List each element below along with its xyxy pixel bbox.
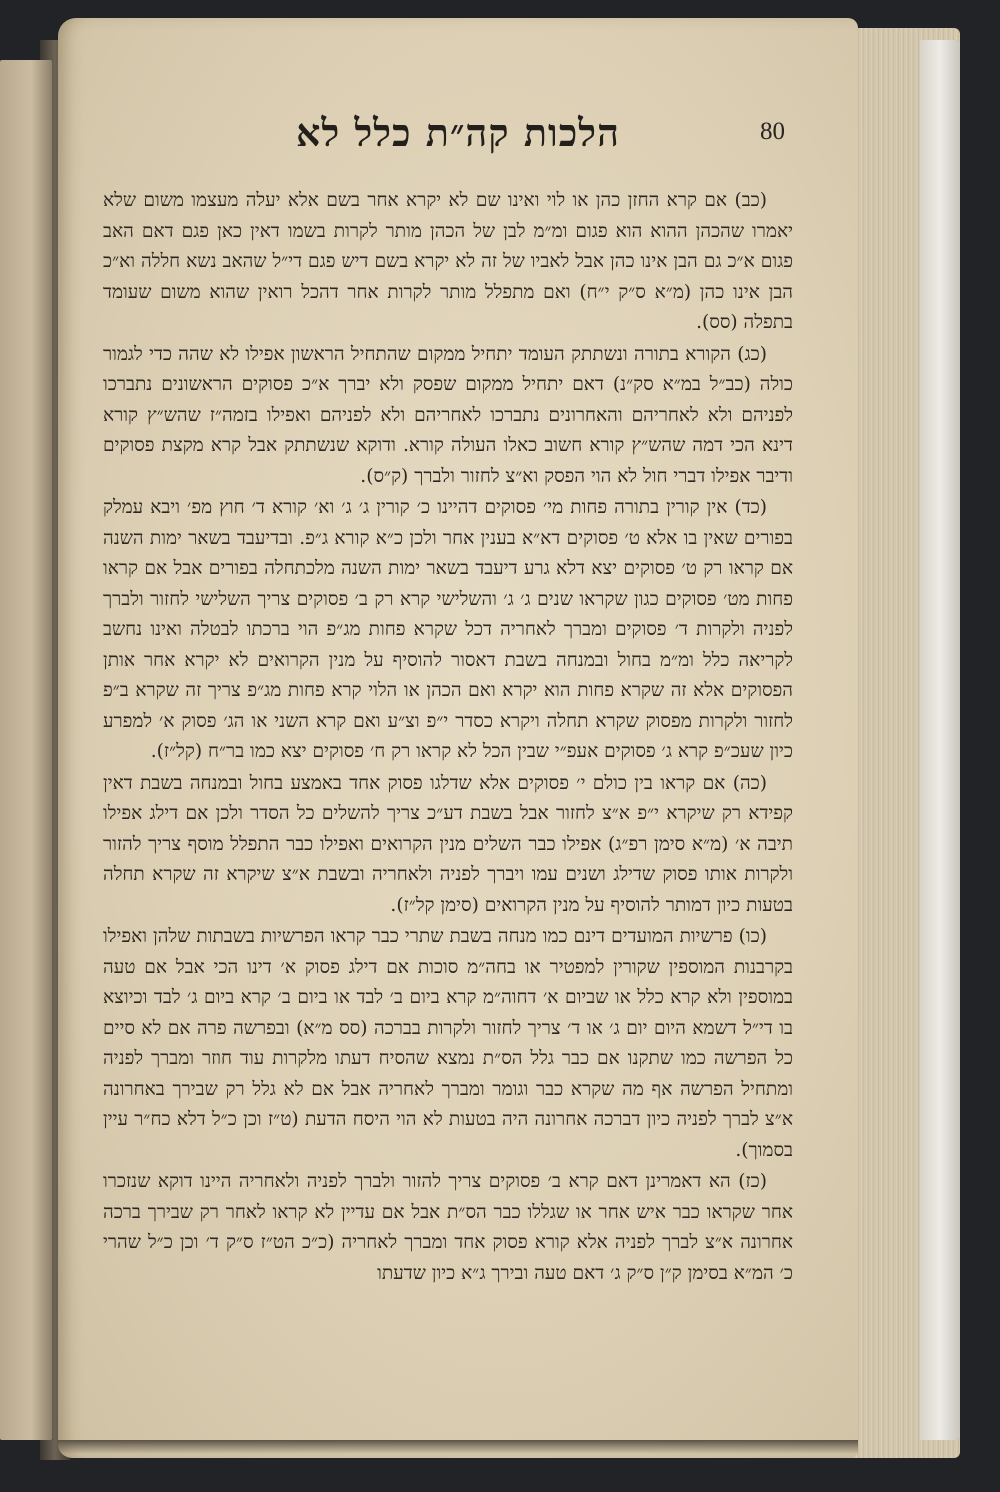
- page-body: [103, 186, 793, 1289]
- paragraph-23: [103, 340, 793, 493]
- paragraph-26: [103, 922, 793, 1166]
- paragraph-25: [103, 769, 793, 922]
- paragraph-text: אם קראו בין כולם י׳ פסוקים אלא שדלגו פסוק אחד באמצע בחול ובמנחה בשבת דאין קפידא רק שיקרא י״פ א״צ לחזור אבל בשבת דע״כ צריך להשלים כל הסדר ולכן אם דילג אפילו תיבה א׳ (מ״א סימן רפ״ג) אפילו כבר השלים מנין הקרואים ואפילו כבר התפלל מוסף צריך להזור ולקרות אותו פסוק שדילג ושנים עמו ויברך לפניה ולאחריה ובשבת א״צ שיקרא זה שקרא תחלה בטעות כיון דמותר להוסיף על מנין הקרואים (סימן קל״ז).: [103, 772, 793, 916]
- paragraph-27: [103, 1167, 793, 1289]
- paragraph-marker: (כד): [734, 497, 767, 518]
- running-title: הלכות קה״ת כלל לא: [296, 110, 620, 155]
- paragraph-text: הא דאמרינן דאם קרא ב׳ פסוקים צריך להזור ולברך לפניה ולאחריה היינו דוקא שנזכרו אחר שקראו כבר איש אחר או שגללו כבר הס״ת אבל אם עדיין לא קראו לאחר רק שבירך ברכה אחרונה א״צ לברך לפניה אלא קורא פסוק אחד ומברך לאחריה (כ״כ הט״ז ס״ק ד׳ וכן כ״ל שהרי כ׳ המ״א בסימן ק״ן ס״ק ג׳ דאם טעה ובירך ג״א כיון שדעתו: [103, 1171, 793, 1284]
- previous-page-edge: [0, 60, 52, 1440]
- paragraph-22: [103, 186, 793, 339]
- page-header: [58, 110, 858, 178]
- paragraph-marker: (כה): [732, 772, 767, 794]
- paragraph-text: הקורא בתורה ונשתתק העומד יתחיל ממקום שהתחיל הראשון אפילו לא שהה כדי לגמור כולה (כב״ל במ״א סק״נ) דאם יתחיל ממקום שפסק ולא יברך א״כ פסוקים הראשונים נתברכו לפניהם ולא לאחריהם והאחרונים נתברכו לאחריהם ולא לפניהם ואפילו בזמה״ז שהש״ץ קורא דינא הכי דמה שהש״ץ קורא חשוב כאלו העולה קורא. ודוקא שנשתתק אבל קרא מקצת פסוקים ודיבר אפילו דברי חול לא הוי הפסק וא״צ לחזור ולברך (ק״ס).: [103, 343, 793, 487]
- text-block-edge: [920, 40, 960, 1440]
- book-page: [58, 18, 858, 1458]
- paragraph-marker: (כג): [737, 343, 767, 365]
- paragraph-text: אם קרא החזן כהן או לוי ואינו שם לא יקרא אחר בשם אלא יעלה מעצמו משום שלא יאמרו שהכהן ההוא הוא פגום ומ״מ לבן של הכהן מותר לקרות בשמו דאין כאן פגם דאם האב פגום א״כ גם הבן אינו כהן אבל לאביו של זה לא יקרא בשם דיש פגם די״ל שהאב נשא חללה וא״כ הבן אינו כהן (מ״א ס״ק י״ח) ואם מתפלל מותר לקרות אחר דהכל רואין שהוא משום שעומד בתפלה (סס).: [103, 190, 793, 333]
- paragraph-marker: (כז): [738, 1171, 767, 1192]
- paragraph-marker: (כו): [738, 926, 767, 947]
- page-shadow: [58, 1440, 858, 1454]
- paragraph-marker: (כב): [734, 190, 767, 211]
- paragraph-text: פרשיות המועדים דינם כמו מנחה בשבת שתרי כבר קראו הפרשיות בשבתות שלהן ואפילו בקרבנות המוספין שקורין למפטיר או בחה״מ סוכות אם דילג פסוק א׳ דינו הכי אבל אם טעה במוספין ולא קרא כלל או שביום א׳ דחוה״מ קרא ביום ב׳ לבד או ביום ב׳ קרא ביום ג׳ לבד וכיוצא בו די״ל דשמא היום יום ג׳ או ד׳ צריך לחזור ולקרות בברכה (סס מ״א) ובפרשה פרה אם לא סיים כל הפרשה כמו שתקנו אם כבר גלל הס״ת נמצא שהסיח דעתו מלקרות עוד חוזר ומברך לפניה ומתחיל הפרשה אף מה שקרא כבר וגומר ומברך לאחריה אבל אם לא גלל רק שבירך באחרונה א״צ לברך לפניה כיון דברכה אחרונה היה בטעות לא הוי היסח הדעת (ט״ז וכן כ״ל דלא כח״ר עיין בסמוך).: [103, 926, 793, 1161]
- paragraph-24: [103, 493, 793, 768]
- page-number: 80: [760, 118, 785, 145]
- paragraph-text: אין קורין בתורה פחות מי׳ פסוקים דהיינו כ׳ קורין ג׳ ג׳ וא׳ קורא ד׳ חוץ מפ׳ ויבא עמלק בפורים שאין בו אלא ט׳ פסוקים דא״א בענין אחר ולכן כ״א קורא ג״פ. ובדיעבד בשאר ימות השנה אם קראו רק ט׳ פסוקים יצא דלא גרע דיעבד בשאר ימות השנה מלכתחלה בפורים אבל אם קראו פחות מט׳ פסוקים כגון שקראו שנים ג׳ ג׳ והשלישי קרא רק ב׳ פסוקים צריך השלישי לחזור ולברך לפניה ולקרות ד׳ פסוקים ומברך לאחריה דכל שקרא פחות מג״פ הוי ברכתו לבטלה ואינו נחשב לקריאה כלל ומ״מ בחול ובמנחה בשבת דאסור להוסיף על מנין הקרואים לא יקרא אחר אותן הפסוקים אלא זה שקרא פחות הוא יקרא ואם הכהן או הלוי קרא פחות מג״פ צריך זה שקרא ב״פ לחזור ולקרות מפסוק שקרא תחלה ויקרא כסדר י״פ וצ״ע ואם קרא השני או הג׳ פסוק א׳ למפרע כיון שעכ״פ קרא ג׳ פסוקים אעפ״י שבין הכל לא קראו רק ח׳ פסוקים יצא כמו בר״ח (קל״ז).: [103, 497, 793, 762]
